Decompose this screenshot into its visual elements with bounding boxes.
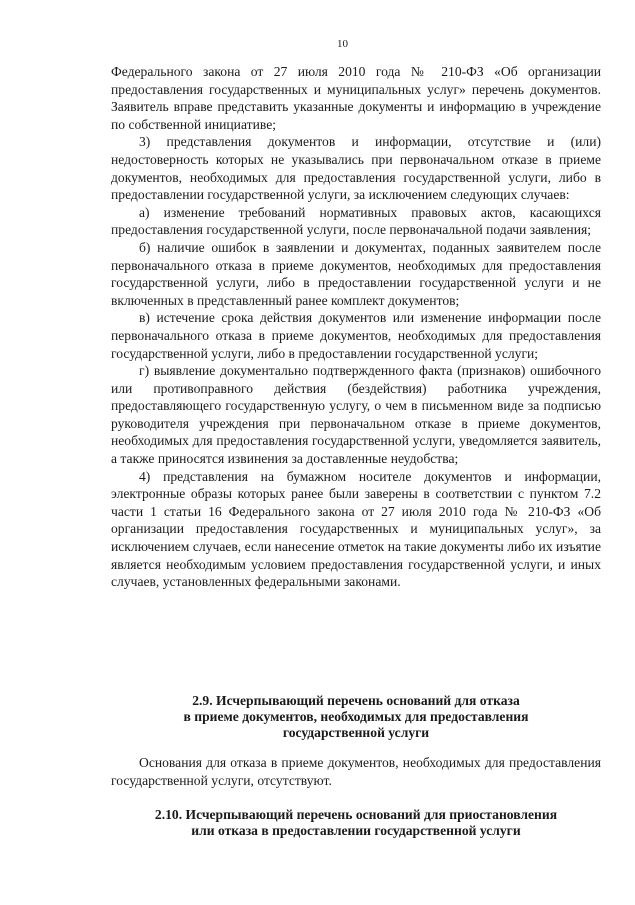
section-2-10-heading-line-1: 2.10. Исчерпывающий перечень оснований для приостановления bbox=[154, 807, 558, 822]
section-2-9-paragraph: Основания для отказа в приеме документов, необходимых для предоставления государственной услуги, отсутствуют. bbox=[111, 755, 601, 788]
paragraph-item-g: г) выявление документально подтвержденного факта (признаков) ошибочного или противоправного действия (бездействия) работника учреждения, предоставляющего государственную услугу, о чем в письменном виде за подписью руководителя учреждения при первоначальном отказе в приеме документов, необходимых для предоставления государственной услуги, уведомляется заявитель, а также приносятся извинения за доставленные неудобства; bbox=[111, 363, 601, 467]
paragraph-item-4: 4) представления на бумажном носителе документов и информации, электронные образы которых ранее были заверены в соответствии с пунктом 7.2 части 1 статьи 16 Федерального закона от 27 июля 2010 года № 210-ФЗ «Об организации предоставления государственных и муниципальных услуг», за исключением случаев, если нанесение отметок на такие документы либо их изъятие является необходимым условием предоставления государственной услуги, и иных случаев, установленных федеральными законами. bbox=[111, 468, 601, 590]
section-2-9-body bbox=[111, 754, 601, 790]
section-2-9-heading bbox=[111, 693, 601, 741]
page-number: 10 bbox=[337, 38, 348, 50]
paragraph-continuation: Федерального закона от 27 июля 2010 года № 210-ФЗ «Об организации предоставления государственных и муниципальных услуг» перечень документов. Заявитель вправе представить указанные документы и информацию в учреждение по собственной инициативе; bbox=[111, 64, 601, 132]
section-2-9-heading-line-3: государственной услуги bbox=[282, 725, 430, 740]
section-2-10-heading bbox=[111, 807, 601, 839]
section-2-9-heading-line-2: в приеме документов, необходимых для предоставления bbox=[183, 709, 529, 724]
section-2-9-heading-line-1: 2.9. Исчерпывающий перечень оснований для отказа bbox=[192, 693, 520, 708]
paragraph-item-b: б) наличие ошибок в заявлении и документах, поданных заявителем после первоначального отказа в приеме документов, необходимых для предоставления государственной услуги, либо в предоставлении государственной услуги и не включенных в представленный ранее комплект документов; bbox=[111, 239, 601, 308]
paragraph-item-v: в) истечение срока действия документов или изменение информации после первоначального отказа в приеме документов, необходимых для предоставления государственной услуги, либо в предоставлении государственной услуги; bbox=[111, 310, 601, 361]
paragraph-item-a: а) изменение требований нормативных правовых актов, касающихся предоставления государственной услуги, после первоначальной подачи заявления; bbox=[111, 204, 601, 238]
section-2-10-heading-line-2: или отказа в предоставлении государственной услуги bbox=[191, 823, 521, 838]
paragraph-item-3: 3) представления документов и информации, отсутствие и (или) недостоверность которых не указывались при первоначальном отказе в приеме документов, необходимых для предоставления государственной услуги, либо в предоставлении государственной услуги, за исключением следующих случаев: bbox=[111, 134, 601, 203]
document-body bbox=[111, 63, 601, 591]
